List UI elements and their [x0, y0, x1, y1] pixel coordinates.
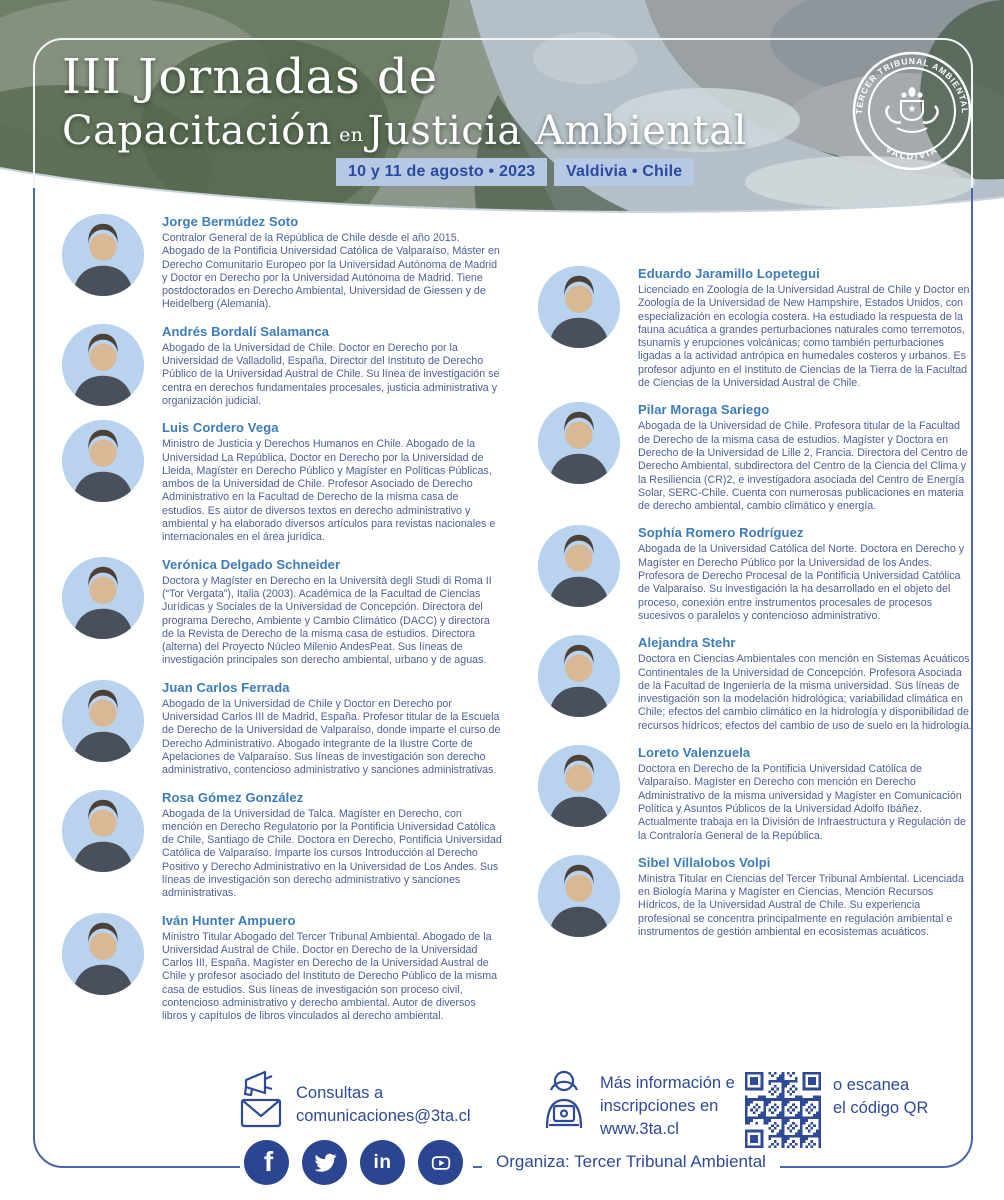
- speaker-bio: Ministra Titular en Ciencias del Tercer Tribunal Ambiental. Licenciada en Biología Marina y Magíster en Ciencias, Mención Recursos Hídricos, de la Universidad Austral de Chile. Su experiencia profesional se concentra principalmente en regulación ambiental e instrumentos de gestión ambiental en ecosistemas acuáticos.: [638, 872, 964, 938]
- speaker-photo: [538, 855, 620, 937]
- speaker-photo: [62, 913, 144, 995]
- speaker-bio: Doctora en Derecho de la Pontificia Universidad Católica de Valparaíso. Magíster en Derecho con mención en Derecho Administrativo de la misma universidad y Magíster en Comunicación Política y Asuntos Públicos de la Universidad Adolfo Ibáñez. Actualmente trabaja en la División de Infraestructura y Regulación de la Contraloría General de la República.: [638, 763, 966, 842]
- info-line-1: Más información e: [600, 1074, 735, 1092]
- speaker-photo: [62, 420, 144, 502]
- info-block: [600, 1072, 735, 1140]
- speaker-name: Rosa Gómez González: [162, 789, 304, 805]
- speaker-photo: [538, 745, 620, 827]
- speakers-column-left: [62, 214, 504, 1024]
- title-line-1: III Jornadas de: [62, 49, 439, 105]
- speaker-name: Andrés Bordalí Salamanca: [162, 323, 330, 339]
- speaker-photo: [538, 635, 620, 717]
- title-line-2: [62, 108, 747, 155]
- speakers-column-right: [538, 266, 972, 939]
- speaker-bio: Abogada de la Universidad Católica del Norte. Doctora en Derecho y Magíster en Derecho Público por la Universidad de los Andes. Profesora de Derecho Procesal de la Pontificia Universidad Católica de Valparaíso. Su investigación la ha desarrollado en el objeto del proceso, conexión entre instrumentos procesales de procesos sucesivos o paralelos y contencioso administrativo.: [638, 543, 965, 622]
- speaker-name: Jorge Bermúdez Soto: [162, 214, 299, 229]
- speaker-entry: [62, 214, 504, 312]
- speaker-bio: Ministro de Justicia y Derechos Humanos en Chile. Abogado de la Universidad La República, Doctor en Derecho por la Universidad de Lleida, Magíster en Derecho Público y Magíster en Políticas Públicas, ambos de la Universidad de Chile. Profesor Asociado de Derecho Administrativo en la Facultad de Derecho de la misma casa de estudios. Es autor de diversos textos en derecho administrativo y ambiental y ha elaborado diversos artículos para revistas nacionales e internacionales en el área jurídica.: [162, 438, 496, 544]
- title-capacitacion: Capacitación: [62, 108, 333, 155]
- speaker-info: [162, 557, 504, 668]
- speaker-entry: [62, 680, 504, 778]
- youtube-icon[interactable]: [418, 1140, 463, 1185]
- speaker-info: [638, 266, 972, 390]
- speaker-entry: [62, 420, 504, 544]
- qr-caption-line-2: el código QR: [833, 1098, 929, 1117]
- seal-bottom-text: VALDIVIA: [883, 144, 941, 162]
- speaker-entry: [62, 913, 504, 1024]
- page-title: [62, 49, 747, 155]
- speaker-info: [162, 680, 504, 778]
- speaker-info: [638, 635, 972, 733]
- speaker-info: [638, 745, 972, 843]
- speaker-name: Sibel Villalobos Volpi: [638, 854, 771, 870]
- qr-caption: [833, 1074, 928, 1120]
- organizer-text: Organiza: Tercer Tribunal Ambiental: [482, 1152, 780, 1172]
- speaker-photo: [62, 680, 144, 762]
- social-icons-row: [240, 1140, 473, 1185]
- speaker-entry: [538, 855, 972, 939]
- speaker-info: [638, 402, 972, 513]
- speaker-entry: [538, 745, 972, 843]
- speaker-photo: [62, 324, 144, 406]
- speaker-photo: [538, 402, 620, 484]
- seal-top-text: TERCER TRIBUNAL AMBIENTAL: [853, 55, 971, 115]
- speaker-name: Verónica Delgado Schneider: [162, 556, 341, 572]
- coat-of-arms-icon: [886, 87, 937, 132]
- tribunal-seal: [849, 48, 975, 174]
- qr-code: [745, 1072, 821, 1148]
- speaker-info: [638, 525, 972, 623]
- speaker-entry: [538, 402, 972, 513]
- speaker-name: Iván Hunter Ampuero: [162, 912, 296, 928]
- contact-label: Consultas a: [296, 1084, 384, 1102]
- speaker-photo: [62, 557, 144, 639]
- speaker-bio: Contralor General de la República de Chile desde el año 2015. Abogado de la Pontificia Universidad Católica de Valparaíso, Máster en Derecho Comunitario Europeo por la Universidad Autónoma de Madrid y Doctor en Derecho por la Universidad Autónoma de Madrid. Tiene postdoctorados en Derecho Ambiental, Universidad de Giessen y de Heidelberg (Alemania).: [162, 232, 500, 311]
- linkedin-icon[interactable]: in: [360, 1140, 405, 1185]
- speaker-info: [162, 790, 504, 901]
- speaker-name: Juan Carlos Ferrada: [162, 679, 290, 695]
- speaker-bio: Ministro Titular Abogado del Tercer Tribunal Ambiental. Abogado de la Universidad Austral de Chile. Doctor en Derecho de la Universidad Carlos III, España. Magíster en Derecho de la Universidad Austral de Chile y profesor asociado del Instituto de Derecho Público de la misma casa de estudios. Sus líneas de investigación son proceso civil, contencioso administrativo y derecho ambiental. Autor de diversos libros y capítulos de libros vinculados al derecho ambiental.: [162, 930, 498, 1023]
- speaker-name: Sophía Romero Rodríguez: [638, 525, 804, 541]
- speaker-info: [638, 855, 972, 939]
- speaker-photo: [62, 214, 144, 296]
- speaker-name: Alejandra Stehr: [638, 635, 736, 651]
- speaker-info: [162, 324, 504, 408]
- contact-email-link[interactable]: comunicaciones@3ta.cl: [296, 1106, 471, 1125]
- speaker-bio: Doctora en Ciencias Ambientales con mención en Sistemas Acuáticos Continentales de la Universidad de Concepción. Profesora Asociada de la Facultad de Ingeniería de la misma universidad. Sus líneas de investigación son la modelación hidrológica; variabilidad climática en Chile; efectos del cambio climático en la hidrología y disponibilidad de recursos hídricos; efectos del cambio de uso de suelo en la hidrología.: [638, 653, 972, 732]
- speaker-bio: Abogado de la Universidad de Chile. Doctor en Derecho por la Universidad de Valladolid, España. Director del Instituto de Derecho Público de la Universidad Austral de Chile. Su línea de investigación se centra en derechos fundamentales procesales, justicia administrativa y organización judicial.: [162, 341, 500, 407]
- title-en: en: [339, 124, 364, 147]
- speaker-bio: Abogada de la Universidad de Chile. Profesora titular de la Facultad de Derecho de la misma casa de estudios. Magíster y Doctora en Derecho de la Universidad de Lille 2, Francia. Directora del Centro de Derecho Ambiental, subdirectora del Centro de la Ciencia del Clima y la Resiliencia (CR)2, e investigadora asociada del Centro de Energía Solar, SERC-Chile. Cuenta con numerosas publicaciones en materia de derecho ambiental, cambio climático y energía.: [638, 420, 968, 513]
- speaker-info: [162, 420, 504, 544]
- speaker-photo: [538, 525, 620, 607]
- speaker-entry: [62, 790, 504, 901]
- speaker-entry: [538, 635, 972, 733]
- speaker-entry: [62, 557, 504, 668]
- website-link[interactable]: www.3ta.cl: [600, 1119, 679, 1138]
- speaker-name: Loreto Valenzuela: [638, 745, 751, 761]
- svg-text:★: ★: [907, 104, 917, 115]
- person-laptop-icon: [538, 1068, 590, 1132]
- speaker-entry: [62, 324, 504, 408]
- twitter-icon[interactable]: [302, 1140, 347, 1185]
- speaker-photo: [62, 790, 144, 872]
- speaker-bio: Abogado de la Universidad de Chile y Doctor en Derecho por Universidad Carlos III de Madrid, España. Profesor titular de la Escuela de Derecho de la Universidad de Valparaíso, donde imparte el curso de Derecho Administrativo. Abogado integrante de la Ilustre Corte de Apelaciones de Valparaíso. Sus líneas de investigación son derecho administrativo, contencioso administrativo y sanciones administrativas.: [162, 697, 501, 777]
- speaker-name: Luis Cordero Vega: [162, 420, 279, 436]
- speaker-bio: Licenciado en Zoología de la Universidad Austral de Chile y Doctor en Zoología de la Universidad de New Hampshire, Estados Unidos, con especialización en ecología costera. Ha estudiado la respuesta de la fauna acuática a grandes perturbaciones naturales como terremotos, tsunamis y erupciones volcánicas; como también perturbaciones ligadas a la actividad antrópica en humedales costeros y urbanos. Es profesor adjunto en el Instituto de Ciencias de la Tierra de la Facultad de Ciencias de la Universidad Austral de Chile.: [638, 284, 970, 390]
- qr-caption-line-1: o escanea: [833, 1076, 910, 1094]
- speaker-name: Eduardo Jaramillo Lopetegui: [638, 266, 820, 281]
- date-badge: 10 y 11 de agosto • 2023: [336, 158, 547, 186]
- megaphone-envelope-icon: [238, 1070, 286, 1128]
- svg-text:VALDIVIA: [884, 144, 940, 161]
- speaker-name: Pilar Moraga Sariego: [638, 402, 770, 418]
- location-badge: Valdivia • Chile: [554, 158, 694, 186]
- speaker-bio: Abogada de la Universidad de Talca. Magíster en Derecho, con mención en Derecho Regulatorio por la Pontificia Universidad Católica de Chile, Santiago de Chile. Doctora en Derecho, Pontificia Universidad Católica de Valparaíso. Imparte los cursos Introducción al Derecho Positivo y Derecho Administrativo en la Universidad de Los Andes. Sus líneas de investigación son derecho administrativo y sanciones administrativas.: [162, 807, 502, 900]
- speaker-info: [162, 913, 504, 1024]
- speaker-entry: [538, 525, 972, 623]
- speaker-bio: Doctora y Magíster en Derecho en la Università degli Studi di Roma II (“Tor Vergata”), Italia (2003). Académica de la Facultad de Ciencias Jurídicas y Sociales de la Universidad de Concepción. Directora del programa Derecho, Ambiente y Cambio Climático (DACC) y directora de la Revista de Derecho de la misma casa de estudios. Directora (alterna) del Proyecto Núcleo Milenio AndesPeat. Sus líneas de investigación principales son derecho ambiental, urbano y de aguas.: [162, 574, 492, 667]
- speaker-photo: [538, 266, 620, 348]
- facebook-icon[interactable]: f: [244, 1140, 289, 1185]
- contact-block: [296, 1082, 471, 1128]
- info-line-2: inscripciones en: [600, 1096, 719, 1115]
- speaker-entry: [538, 266, 972, 390]
- speaker-info: [162, 214, 504, 312]
- title-justicia-ambiental: Justicia Ambiental: [367, 108, 747, 155]
